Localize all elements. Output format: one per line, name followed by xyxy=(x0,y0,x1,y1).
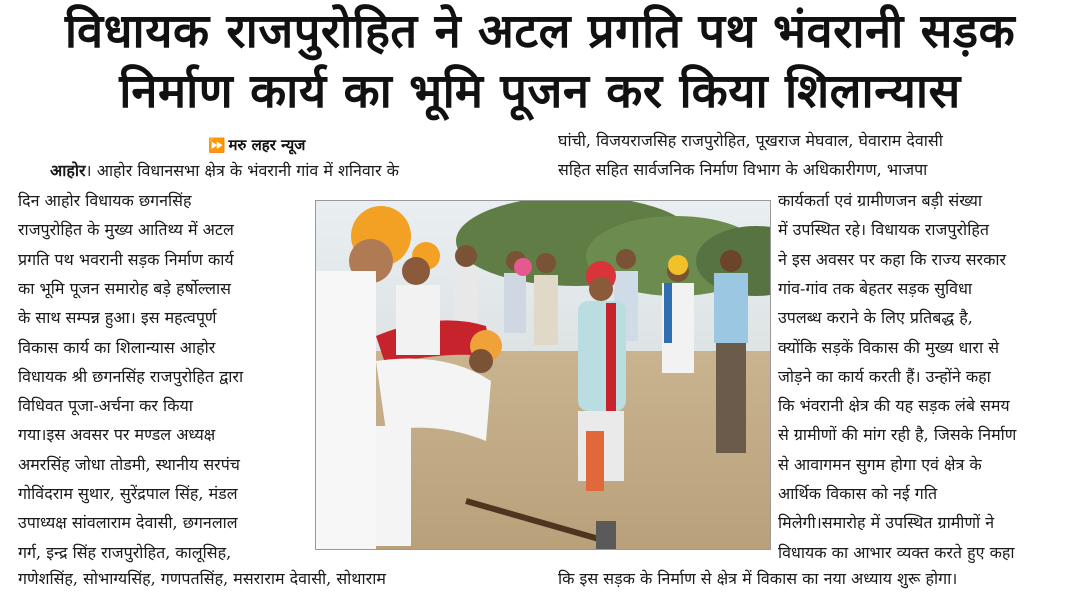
left-body-line-8: विधिवत पूजा-अर्चना कर किया xyxy=(18,396,193,416)
right-body-line-1: कार्यकर्ता एवं ग्रामीणजन बड़ी संख्या xyxy=(778,191,982,210)
right-body-line-top-1: घांची, विजयराजसिह राजपुरोहित, पूखराज मेघवाल, घेवाराम देवासी xyxy=(558,131,943,150)
right-body-line-11: आर्थिक विकास को नई गति xyxy=(778,484,938,503)
left-body-line-13: गर्ग, इन्द्र सिंह राजपुरोहित, कालूसिह, xyxy=(18,542,232,562)
left-body-line-1: दिन आहोर विधायक छगनसिंह xyxy=(18,191,192,210)
body-line-first xyxy=(50,160,530,182)
right-body-line-5: उपलब्ध कराने के लिए प्रतिबद्ध है, xyxy=(778,308,973,328)
left-body-line-9: गया।इस अवसर पर मण्डल अध्यक्ष xyxy=(18,425,216,445)
left-body-line-2: राजपुरोहित के मुख्य आतिथ्य में अटल xyxy=(18,220,234,240)
right-body-line-7: जोड़ने का कार्य करती हैं। उन्होंने कहा xyxy=(778,366,991,386)
left-body-line-5: के साथ सम्पन्न हुआ। इस महत्वपूर्ण xyxy=(18,308,217,328)
source-name: मरु लहर न्यूज xyxy=(228,136,306,154)
body-first-text: । आहोर विधानसभा क्षेत्र के भंवरानी गांव में शनिवार के xyxy=(85,161,399,180)
right-body-line-9: से ग्रामीणों की मांग रही है, जिसके निर्माण xyxy=(778,425,1017,445)
right-body-line-6: क्योंकि सड़कें विकास की मुख्य धारा से xyxy=(778,337,1000,357)
left-body-line-4: का भूमि पूजन समारोह बड़े हर्षोल्लास xyxy=(18,278,231,298)
right-body-line-2: में उपस्थित रहे। विधायक राजपुरोहित xyxy=(778,220,989,240)
right-body-line-8: कि भंवरानी क्षेत्र की यह सड़क लंबे समय xyxy=(778,396,1010,416)
left-body-line-11: गोविंदराम सुथार, सुरेंद्रपाल सिंह, मंडल xyxy=(18,484,238,503)
right-body-line-4: गांव-गांव तक बेहतर सड़क सुविधा xyxy=(778,278,973,298)
body-line-bottom-left: गणेशसिंह, सोभाग्यसिंह, गणपतसिंह, मसराराम देवासी, सोथाराम xyxy=(18,569,386,588)
left-body-line-6: विकास कार्य का शिलान्यास आहोर xyxy=(18,337,216,357)
headline-line-2: निर्माण कार्य का भूमि पूजन कर किया शिलान्यास xyxy=(119,64,961,119)
right-body-line-top-2: सहित सहित सार्वजनिक निर्माण विभाग के अधिकारीगण, भाजपा xyxy=(558,160,928,179)
right-body-line-12: मिलेगी।समारोह में उपस्थित ग्रामीणों ने xyxy=(778,513,995,533)
left-body-line-3: प्रगति पथ भवरानी सड़क निर्माण कार्य xyxy=(18,249,234,269)
body-line-bottom-right: कि इस सड़क के निर्माण से क्षेत्र में विकास का नया अध्याय शुरू होगा। xyxy=(558,569,958,588)
headline-line-1: विधायक राजपुरोहित ने अटल प्रगति पथ भंवरानी सड़क xyxy=(64,4,1016,59)
left-body-line-7: विधायक श्री छगनसिंह राजपुरोहित द्वारा xyxy=(18,366,244,386)
left-body-line-10: अमरसिंह जोधा तोडमी, स्थानीय सरपंच xyxy=(18,454,240,474)
source-byline xyxy=(208,135,305,155)
double-play-icon: ⏩ xyxy=(208,138,223,154)
right-body-line-3: ने इस अवसर पर कहा कि राज्य सरकार xyxy=(778,249,1007,269)
left-body-line-12: उपाध्यक्ष सांवलाराम देवासी, छगनलाल xyxy=(18,513,238,533)
right-body-line-10: से आवागमन सुगम होगा एवं क्षेत्र के xyxy=(778,454,982,474)
news-photo xyxy=(315,200,771,550)
dateline: आहोर xyxy=(50,161,86,180)
right-body-line-13: विधायक का आभार व्यक्त करते हुए कहा xyxy=(778,542,1015,562)
